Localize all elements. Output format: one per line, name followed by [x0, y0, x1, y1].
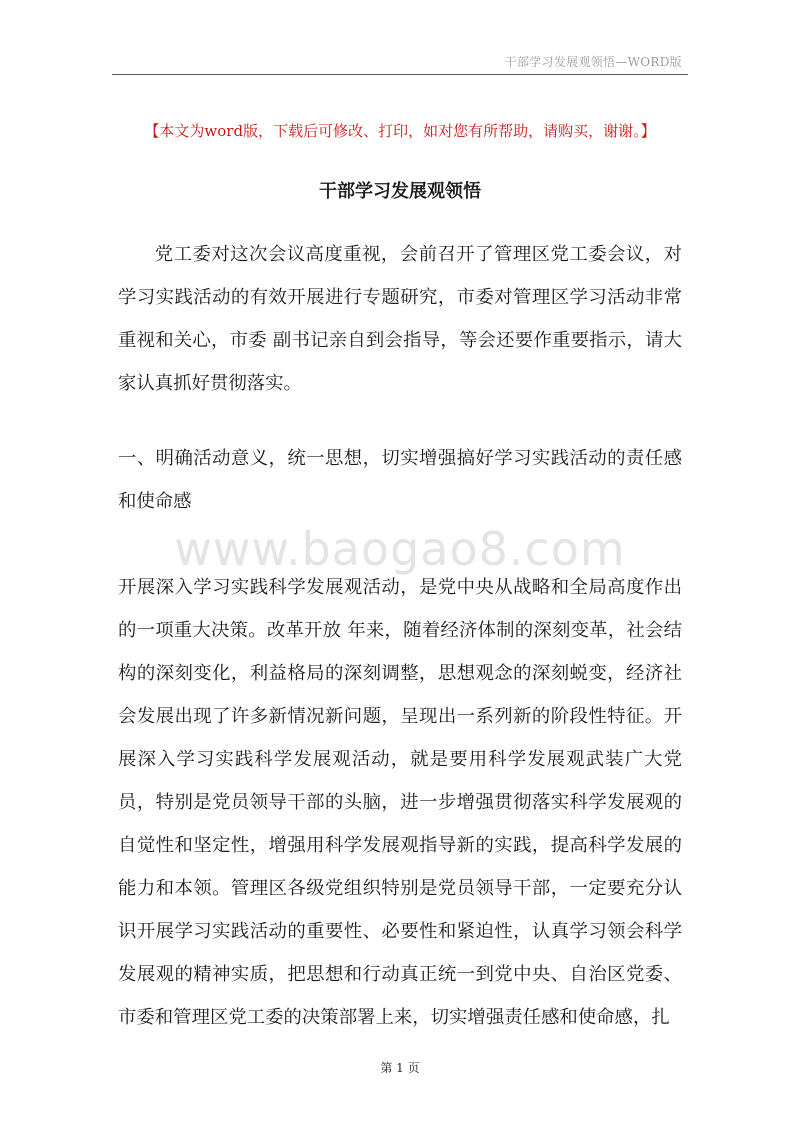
paragraph-intro: 党工委对这次会议高度重视，会前召开了管理区党工委会议，对学习实践活动的有效开展进行专题研究，市委对管理区学习活动非常重视和关心，市委 副书记亲自到会指导，等会还要作重要指示，请大家认真抓好贯彻落实。: [118, 244, 682, 394]
page-number: 第 1 页: [380, 1061, 420, 1075]
purchase-notice: 【本文为word版，下载后可修改、打印，如对您有所帮助，请购买，谢谢。】: [144, 122, 656, 140]
header-divider: [112, 74, 688, 75]
document-title: 干部学习发展观领悟: [319, 181, 481, 202]
running-header: 干部学习发展观领悟—WORD版: [504, 55, 682, 69]
paragraph-body: 开展深入学习实践科学发展观活动，是党中央从战略和全局高度作出的一项重大决策。改革开放 年来，随着经济体制的深刻变革，社会结构的深刻变化，利益格局的深刻调整，思想观念的深刻蜕变，经济社会发展出现了许多新情况新问题，呈现出一系列新的阶段性特征。开展深入学习实践科学发展观活动，就是要用科学发展观武装广大党员，特别是党员领导干部的头脑，进一步增强贯彻落实科学发展观的自觉性和坚定性，增强用科学发展观指导新的实践，提高科学发展的能力和本领。管理区各级党组织特别是党员领导干部，一定要充分认识开展学习实践活动的重要性、必要性和紧迫性，认真学习领会科学发展观的精神实质，把思想和行动真正统一到党中央、自治区党委、市委和管理区党工委的决策部署上来，切实增强责任感和使命感，扎: [118, 577, 682, 1028]
section-heading-1: 一、明确活动意义，统一思想，切实增强搞好学习实践活动的责任感和使命感: [118, 448, 682, 512]
site-watermark: www.baogao8.com: [174, 522, 626, 576]
